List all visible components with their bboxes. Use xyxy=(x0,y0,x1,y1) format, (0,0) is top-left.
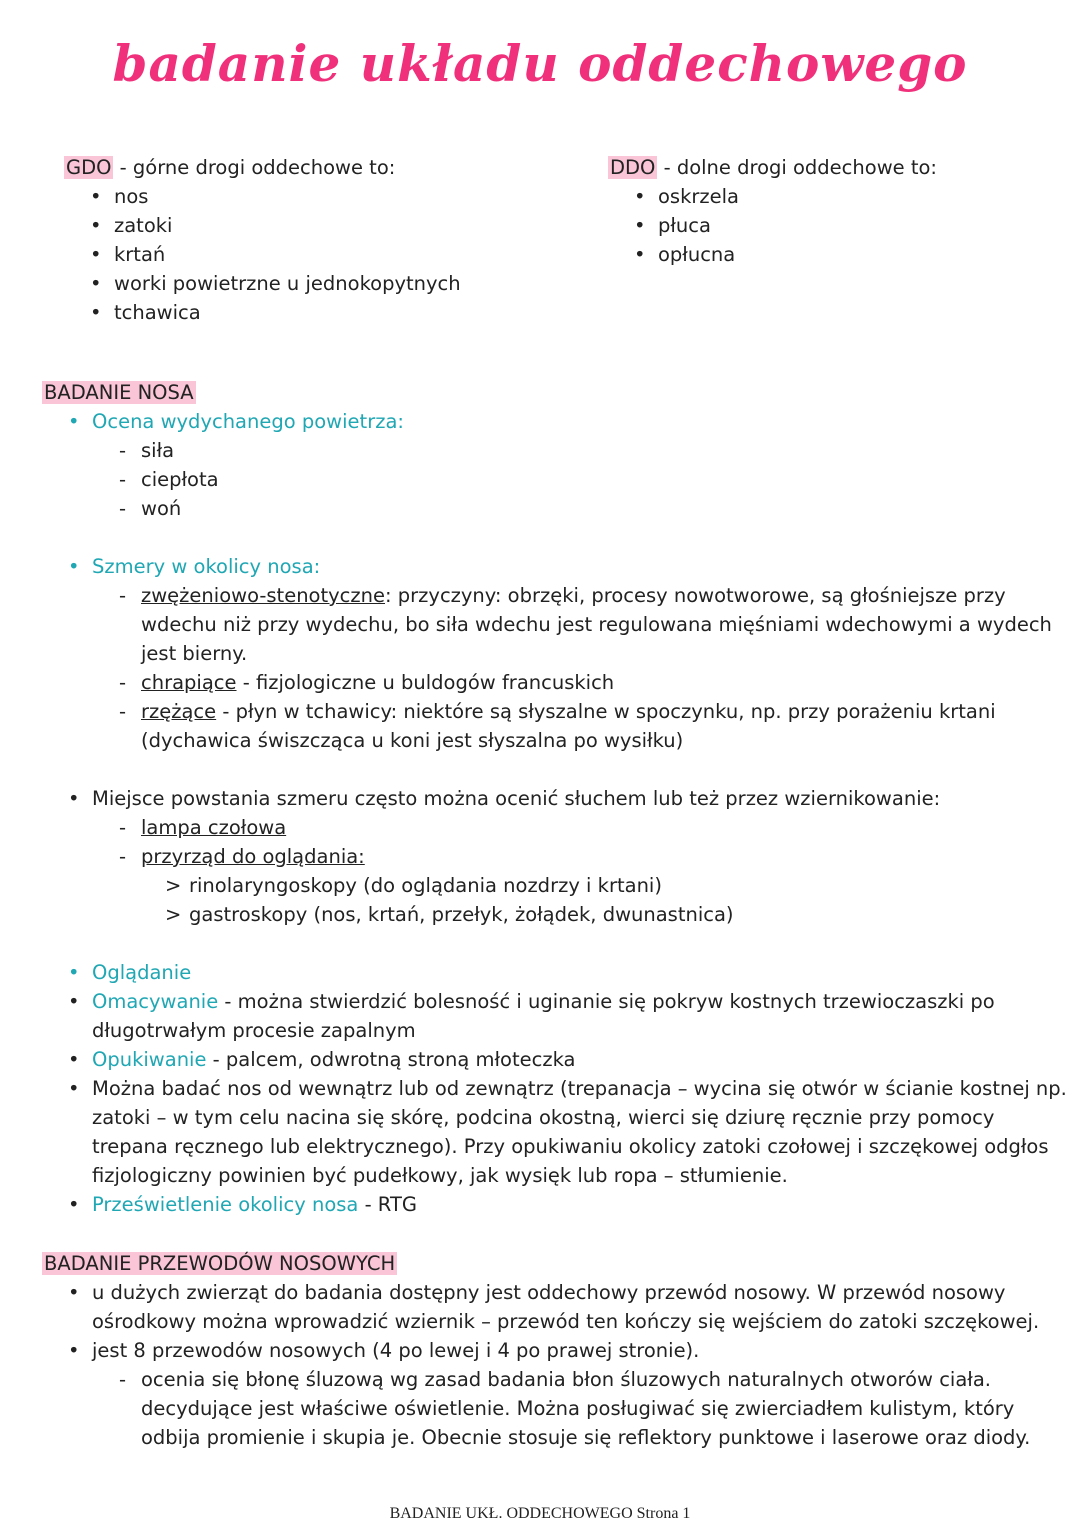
list-item: - siła xyxy=(141,436,1062,465)
tool-item: lampa czołowa xyxy=(141,816,287,839)
list-item: • oskrzela xyxy=(658,182,937,211)
percussion-term: Opukiwanie xyxy=(92,1048,207,1071)
gdo-abbr: GDO xyxy=(66,156,112,179)
murmur-location: • Miejsce powstania szmeru często można ocenić słuchem lub też przez wziernikowanie: xyxy=(92,784,1062,813)
nose-section: BADANIE NOSA • Ocena wydychanego powietrza: - siła - ciepłota - woń • Szmery w okolicy nosa: - zwężeniowo-stenotyczne: przyczyny: obrzęki, procesy nowotworowe, są głośniejsze przy wdechu niż przy wydechu, bo siła wdechu jest regulowana mięśniami wdechowymi a wydech jest bierny. - chrapiące - fizjologiczne u buldogów francuskich - rzężące - płyn w tchawicy: niektóre są słyszalne w spoczynku, np. przy porażeniu krtani (dychawica świszcząca u koni jest słyszalna po wysiłku) • Miejsce powstania szmeru często można ocenić słuchem lub też przez wziernikowanie: - lampa czołowa - przyrząd do oglądania: > rinolaryngoskopy (do oglądania nozdrzy i krtani) > gastroskopy (nos, krtań, przełyk, żołądek, dwunastnica) • Oglądanie • Omacywanie - można stwierdzić bolesność i uginanie się pokryw kostnych trzewioczaszki po długotrwałym procesie zapalnym • Opukiwanie - palcem, odwrotną stroną młoteczka • Można badać nos od wewnątrz lub od zewnątrz (trepanacja – wycina się otwór w ścianie kostnej np. zatoki – w tym celu nacina się skórę, podcina okostną, wierci się dziurę ręcznie przy pomocy trepana ręcznego lub elektrycznego). Przy opukiwaniu okolicy zatoki czołowej i szczękowej odgłos fizjologiczny powinien być pudełkowy, jak wysięk lub ropa – stłumienie. • Prześwietlenie okolicy nosa - RTG xyxy=(42,378,1062,1219)
inspection-item: • Oglądanie xyxy=(92,958,1062,987)
list-item: • worki powietrzne u jednokopytnych xyxy=(114,269,461,298)
list-item: > rinolaryngoskopy (do oglądania nozdrzy i krtani) xyxy=(189,871,1062,900)
page-title: badanie układu oddechowego xyxy=(112,34,968,93)
ddo-label: - dolne drogi oddechowe to: xyxy=(657,156,937,179)
xray-term: Prześwietlenie okolicy nosa xyxy=(92,1193,359,1216)
murmur-term: chrapiące xyxy=(141,671,237,694)
ddo-abbr: DDO xyxy=(610,156,656,179)
list-item: - woń xyxy=(141,494,1062,523)
list-item: • zatoki xyxy=(114,211,461,240)
nasal-passages-section: BADANIE PRZEWODÓW NOSOWYCH • u dużych zwierząt do badania dostępny jest oddechowy przewód nosowy. W przewód nosowy ośrodkowy można wprowadzić wziernik – przewód ten kończy się wejściem do zatoki szczękowej. • jest 8 przewodów nosowych (4 po lewej i 4 po prawej stronie). - ocenia się błonę śluzową wg zasad badania błon śluzowych naturalnych otworów ciała. decydujące jest właściwe oświetlenie. Można posługiwać się zwierciadłem kulistym, który odbija promienie i skupia je. Obecnie stosuje się reflektory punktowe i laserowe oraz diody. xyxy=(42,1249,1062,1452)
list-item: • tchawica xyxy=(114,298,461,327)
section-heading: BADANIE NOSA xyxy=(44,381,194,404)
gdo-section xyxy=(64,153,461,327)
section-heading: BADANIE PRZEWODÓW NOSOWYCH xyxy=(44,1252,396,1275)
ddo-section xyxy=(608,153,937,269)
page-footer: BADANIE UKŁ. ODDECHOWEGO Strona 1 xyxy=(389,1505,691,1522)
list-item: • płuca xyxy=(658,211,937,240)
murmur-term: rzężące xyxy=(141,700,217,723)
murmur-term: zwężeniowo-stenotyczne xyxy=(141,584,385,607)
palpation-term: Omacywanie xyxy=(92,990,219,1013)
air-assessment-title: • Ocena wydychanego powietrza: xyxy=(92,407,1062,436)
list-item: > gastroskopy (nos, krtań, przełyk, żołądek, dwunastnica) xyxy=(189,900,1062,929)
list-item: • krtań xyxy=(114,240,461,269)
murmurs-title: • Szmery w okolicy nosa: xyxy=(92,552,1062,581)
list-item: • opłucna xyxy=(658,240,937,269)
list-item: • nos xyxy=(114,182,461,211)
tool-item: przyrząd do oglądania: xyxy=(141,845,365,868)
list-item: - ciepłota xyxy=(141,465,1062,494)
gdo-label: - górne drogi oddechowe to: xyxy=(113,156,396,179)
